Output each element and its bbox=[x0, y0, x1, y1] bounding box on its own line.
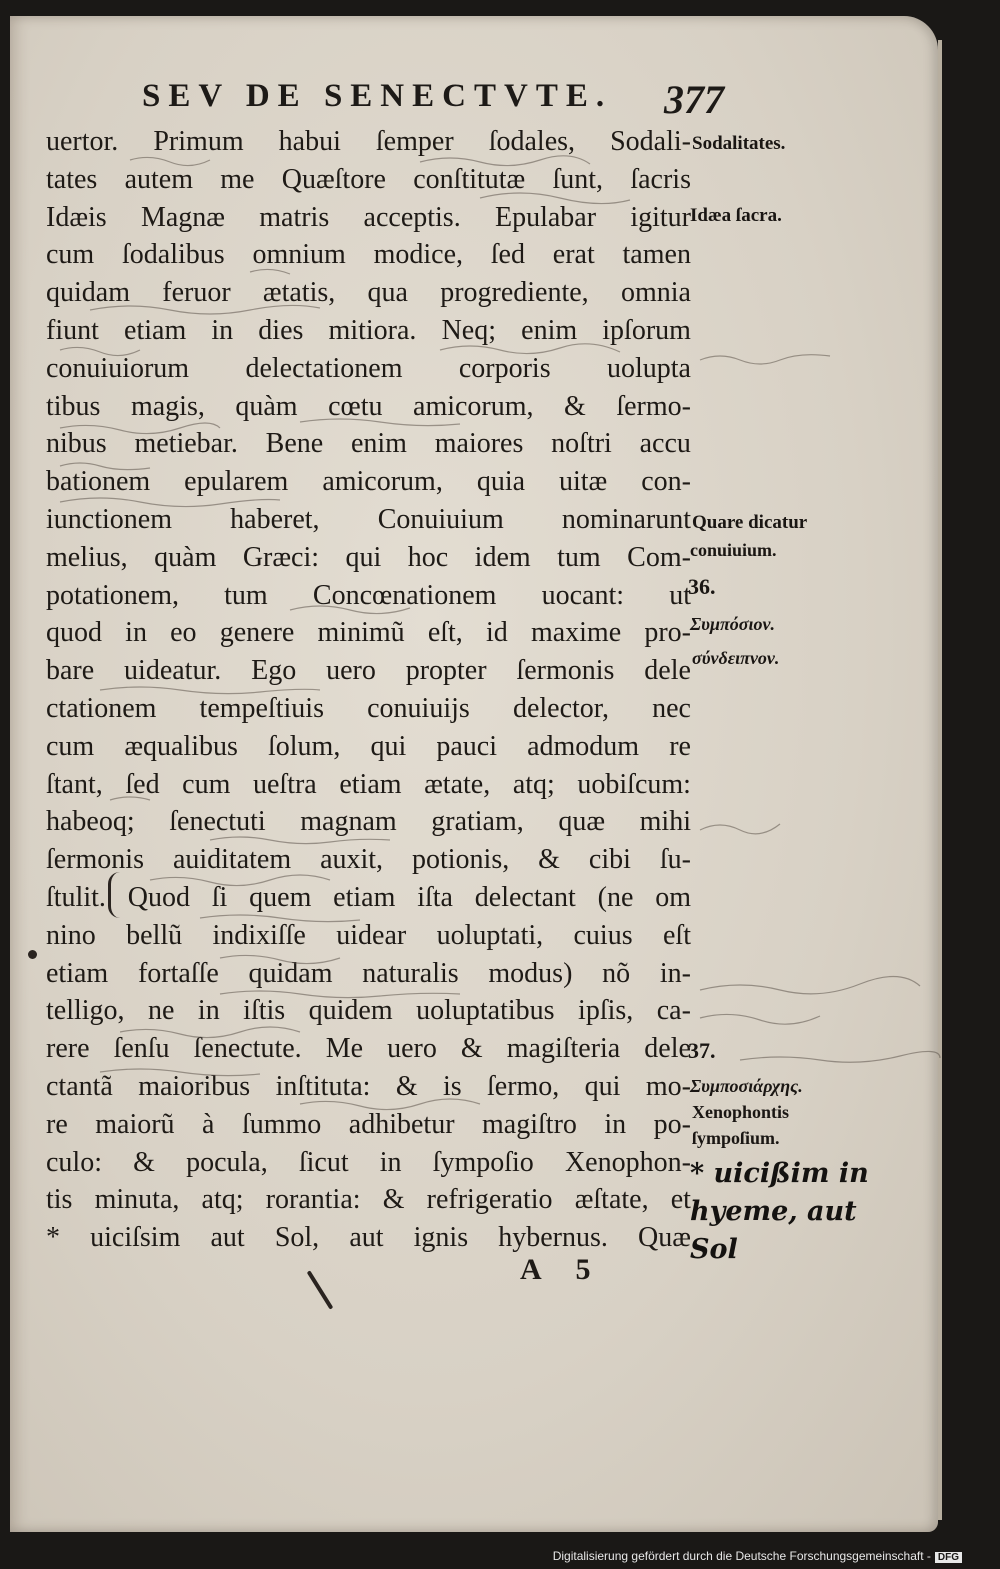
text-line: Idæis Magnæ matris acceptis. Epulabar igitur bbox=[46, 201, 691, 233]
text-line: culo: & pocula, ſicut in ſympoſio Xenophon- bbox=[46, 1146, 691, 1178]
text-line: rere ſenſu ſenectute. Me uero & magiſteria dele bbox=[46, 1033, 691, 1065]
text-line: ſtant, ſed cum ueſtra etiam ætate, atq; uobiſcum: bbox=[46, 768, 691, 800]
digitization-footer bbox=[553, 1549, 962, 1563]
text-line: re maiorũ à ſummo adhibetur magiſtro in po- bbox=[46, 1108, 691, 1140]
text-line: quod in eo genere minimũ eſt, id maxime pro- bbox=[46, 617, 691, 649]
marginal-note-sodalitates: Sodalitates. bbox=[692, 133, 786, 154]
text-line: nibus metiebar. Bene enim maiores noſtri accu bbox=[46, 428, 691, 460]
handwritten-note: hyeme, aut bbox=[690, 1196, 857, 1227]
text-line: iunctionem haberet, Conuiuium nominarunt bbox=[46, 503, 691, 535]
marginal-note-symposium: ſympoſium. bbox=[692, 1128, 780, 1148]
marginal-note-greek: Συμποσιάρχης. bbox=[690, 1076, 803, 1096]
text-line: ctantã maioribus inſtituta: & is ſermo, qui mo- bbox=[46, 1070, 691, 1102]
text-line: melius, quàm Græci: qui hoc idem tum Com- bbox=[46, 541, 691, 573]
text-line: potationem, tum Concœnationem uocant: ut bbox=[46, 579, 691, 611]
text-line: bationem epularem amicorum, quia uitæ con- bbox=[46, 466, 691, 498]
text-line: nino bellũ indixiſſe uidear uoluptati, cuius eſt bbox=[46, 919, 691, 951]
text-line: tates autem me Quæſtore conſtitutæ ſunt, ſacris bbox=[46, 163, 691, 195]
pen-dot-mark bbox=[28, 950, 37, 959]
dfg-logo: DFG bbox=[935, 1552, 962, 1563]
text-line: quidam feruor ætatis, qua progrediente, omnia bbox=[46, 277, 691, 309]
marginal-note-greek: Συμπόσιον. bbox=[690, 614, 775, 634]
handwritten-note: * uicißim in bbox=[690, 1158, 869, 1189]
marginal-note-xenophontis: Xenophontis bbox=[692, 1102, 790, 1122]
page-number: 377 bbox=[664, 77, 724, 122]
text-line: uertor. Primum habui ſemper ſodales, Sodali- bbox=[46, 126, 691, 157]
text-line: tibus magis, quàm cœtu amicorum, & ſermo- bbox=[46, 390, 691, 422]
text-line: ſtulit. Quod ſi quem etiam iſta delectant (ne om bbox=[46, 881, 691, 913]
text-line: tis minuta, atq; rorantia: & refrigeratio æſtate, et bbox=[46, 1184, 691, 1216]
marginal-note-quare: Quare dicatur bbox=[692, 512, 808, 533]
text-line: ſermonis auiditatem auxit, potionis, & cibi ſu- bbox=[46, 844, 691, 876]
marginal-note-idaea: Idæa ſacra. bbox=[690, 205, 782, 226]
handwritten-note: Sol bbox=[690, 1234, 738, 1265]
marginal-note-number: 36. bbox=[688, 574, 716, 599]
marginal-note-greek: σύνδειπνον. bbox=[692, 648, 780, 668]
text-line: conuiuiorum delectationem corporis uolupta bbox=[46, 352, 691, 384]
text-line: bare uideatur. Ego uero propter ſermonis dele bbox=[46, 655, 691, 687]
text-line: habeoq; ſenectuti magnam gratiam, quæ mihi bbox=[46, 806, 691, 838]
running-head: SEV DE SENECTVTE. bbox=[142, 78, 613, 114]
text-line: * uiciſsim aut Sol, aut ignis hybernus. Quæ bbox=[46, 1222, 691, 1254]
text-line: fiunt etiam in dies mitiora. Neq; enim ipſorum bbox=[46, 314, 691, 346]
text-line: cum ſodalibus omnium modice, ſed erat tamen bbox=[46, 239, 691, 271]
signature-mark: A 5 bbox=[520, 1253, 605, 1286]
text-line: cum æqualibus ſolum, qui pauci admodum re bbox=[46, 730, 691, 762]
text-line: etiam fortaſſe quidam naturalis modus) nõ in- bbox=[46, 957, 691, 989]
footer-text: Digitalisierung gefördert durch die Deutsche Forschungsgemeinschaft - bbox=[552, 1549, 931, 1563]
text-line: ctationem tempeſtiuis conuiuijs delector, nec bbox=[46, 692, 691, 724]
marginal-note-conuiuium: conuiuium. bbox=[690, 540, 777, 560]
pen-bracket-mark bbox=[108, 872, 125, 918]
text-line: telligo, ne in iſtis quidem uoluptatibus ipſis, ca- bbox=[46, 995, 691, 1027]
marginal-note-number: 37. bbox=[688, 1038, 716, 1063]
